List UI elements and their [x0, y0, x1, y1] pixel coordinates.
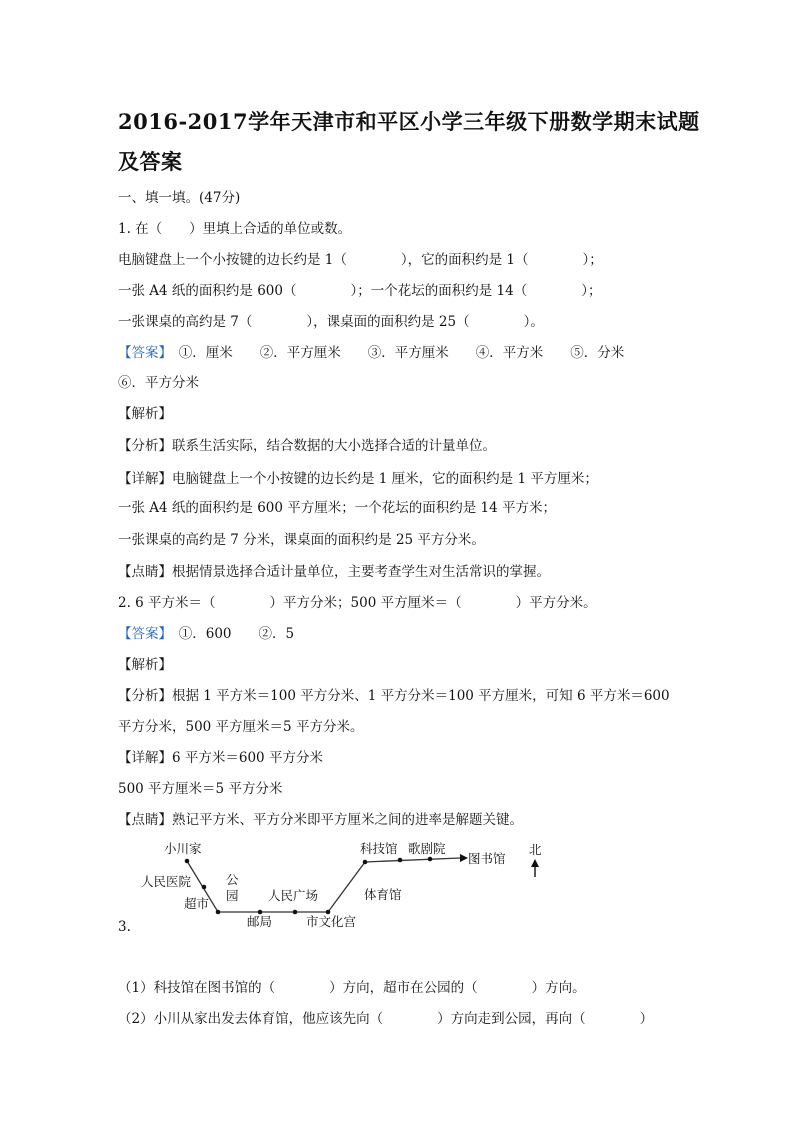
xiangjie-text: 电脑键盘上一个小按键的边长约是 1 厘米，它的面积约是 1 平方厘米；: [172, 471, 598, 487]
arrow-head: [460, 854, 468, 862]
question-3-sub1: （1）科技馆在图书馆的（ ）方向，超市在公园的（ ）方向。: [118, 980, 586, 996]
map-node: [428, 857, 433, 862]
analysis-label: 【解析】: [118, 657, 172, 673]
document-title-line2: 及答案: [118, 149, 183, 174]
section-heading: 一、填一填。(47分): [118, 190, 241, 206]
label-theater: 歌剧院: [408, 841, 446, 856]
answer-text: ①．600 ②．5: [165, 626, 295, 642]
question-3-sub2: （2）小川从家出发去体育馆，他应该先向（ ）方向走到公园，再向（ ）: [118, 1011, 654, 1027]
label-gym: 体育馆: [364, 887, 402, 902]
label-square: 人民广场: [268, 888, 319, 903]
answer-label: 【答案】: [118, 626, 166, 642]
document-title-line1: 2016-2017学年天津市和平区小学三年级下册数学期末试题: [118, 109, 700, 134]
answer-text: ①．厘米 ②．平方厘米 ③．平方厘米 ④．平方米 ⑤．分米: [165, 345, 625, 361]
label-xiaochuan-home: 小川家: [164, 841, 202, 856]
label-hospital: 人民医院: [141, 874, 192, 889]
label-park-1: 公: [226, 872, 239, 887]
map-node: [216, 910, 221, 915]
xiangjie-text: 6 平方米＝600 平方分米: [172, 750, 323, 766]
label-supermarket: 超市: [184, 896, 210, 911]
label-science-museum: 科技馆: [360, 841, 398, 856]
xiangjie-label: 【详解】: [118, 750, 172, 766]
analysis-label: 【解析】: [118, 406, 172, 422]
fenxi-text: 根据 1 平方米＝100 平方分米、1 平方分米＝100 平方厘米，可知 6 平方米＝600: [172, 688, 670, 704]
question-1-line: 一张课桌的高约是 7（ ），课桌面的面积约是 25（ ）。: [118, 314, 544, 330]
question-2-stem: 2. 6 平方米＝（ ）平方分米；500 平方厘米＝（ ）平方分米。: [118, 595, 597, 611]
label-north: 北: [529, 842, 542, 857]
xiangjie-continued: 500 平方厘米＝5 平方分米: [118, 781, 283, 797]
map-node: [293, 910, 298, 915]
map-node: [185, 859, 190, 864]
xiangjie-label: 【详解】: [118, 471, 172, 487]
fenxi-label: 【分析】: [118, 438, 172, 454]
xiangjie-line: 一张课桌的高约是 7 分米，课桌面的面积约是 25 平方分米。: [118, 532, 485, 548]
dianjing-text: 根据情景选择合适计量单位，主要考查学生对生活常识的掌握。: [172, 564, 550, 580]
answer-label: 【答案】: [118, 345, 166, 361]
north-arrow-icon: [531, 859, 539, 877]
xiangjie-line: 一张 A4 纸的面积约是 600 平方厘米；一个花坛的面积约是 14 平方米；: [118, 500, 557, 516]
dianjing-text: 熟记平方米、平方分米即平方厘米之间的进率是解题关键。: [172, 812, 523, 828]
dianjing-label: 【点睛】: [118, 564, 172, 580]
label-culture-palace: 市文化宫: [306, 914, 357, 929]
map-node: [363, 860, 368, 865]
answer-continued: ⑥．平方分米: [118, 375, 199, 391]
label-park-2: 园: [226, 888, 239, 903]
label-library: 图书馆: [468, 851, 506, 866]
label-post-office: 邮局: [247, 914, 273, 929]
dianjing-label: 【点睛】: [118, 812, 172, 828]
fenxi-text: 联系生活实际，结合数据的大小选择合适的计量单位。: [172, 438, 496, 454]
fenxi-continued: 平方分米，500 平方厘米＝5 平方分米。: [118, 719, 364, 735]
question-3-number: 3.: [118, 919, 131, 935]
map-node: [398, 858, 403, 863]
map-node: [202, 885, 207, 890]
question-1-stem: 1. 在（ ）里填上合适的单位或数。: [118, 221, 352, 237]
fenxi-label: 【分析】: [118, 688, 172, 704]
question-1-line: 电脑键盘上一个小按键的边长约是 1（ ），它的面积约是 1（ ）；: [118, 252, 603, 268]
question-1-line: 一张 A4 纸的面积约是 600（ ）；一个花坛的面积约是 14（ ）；: [118, 283, 602, 299]
